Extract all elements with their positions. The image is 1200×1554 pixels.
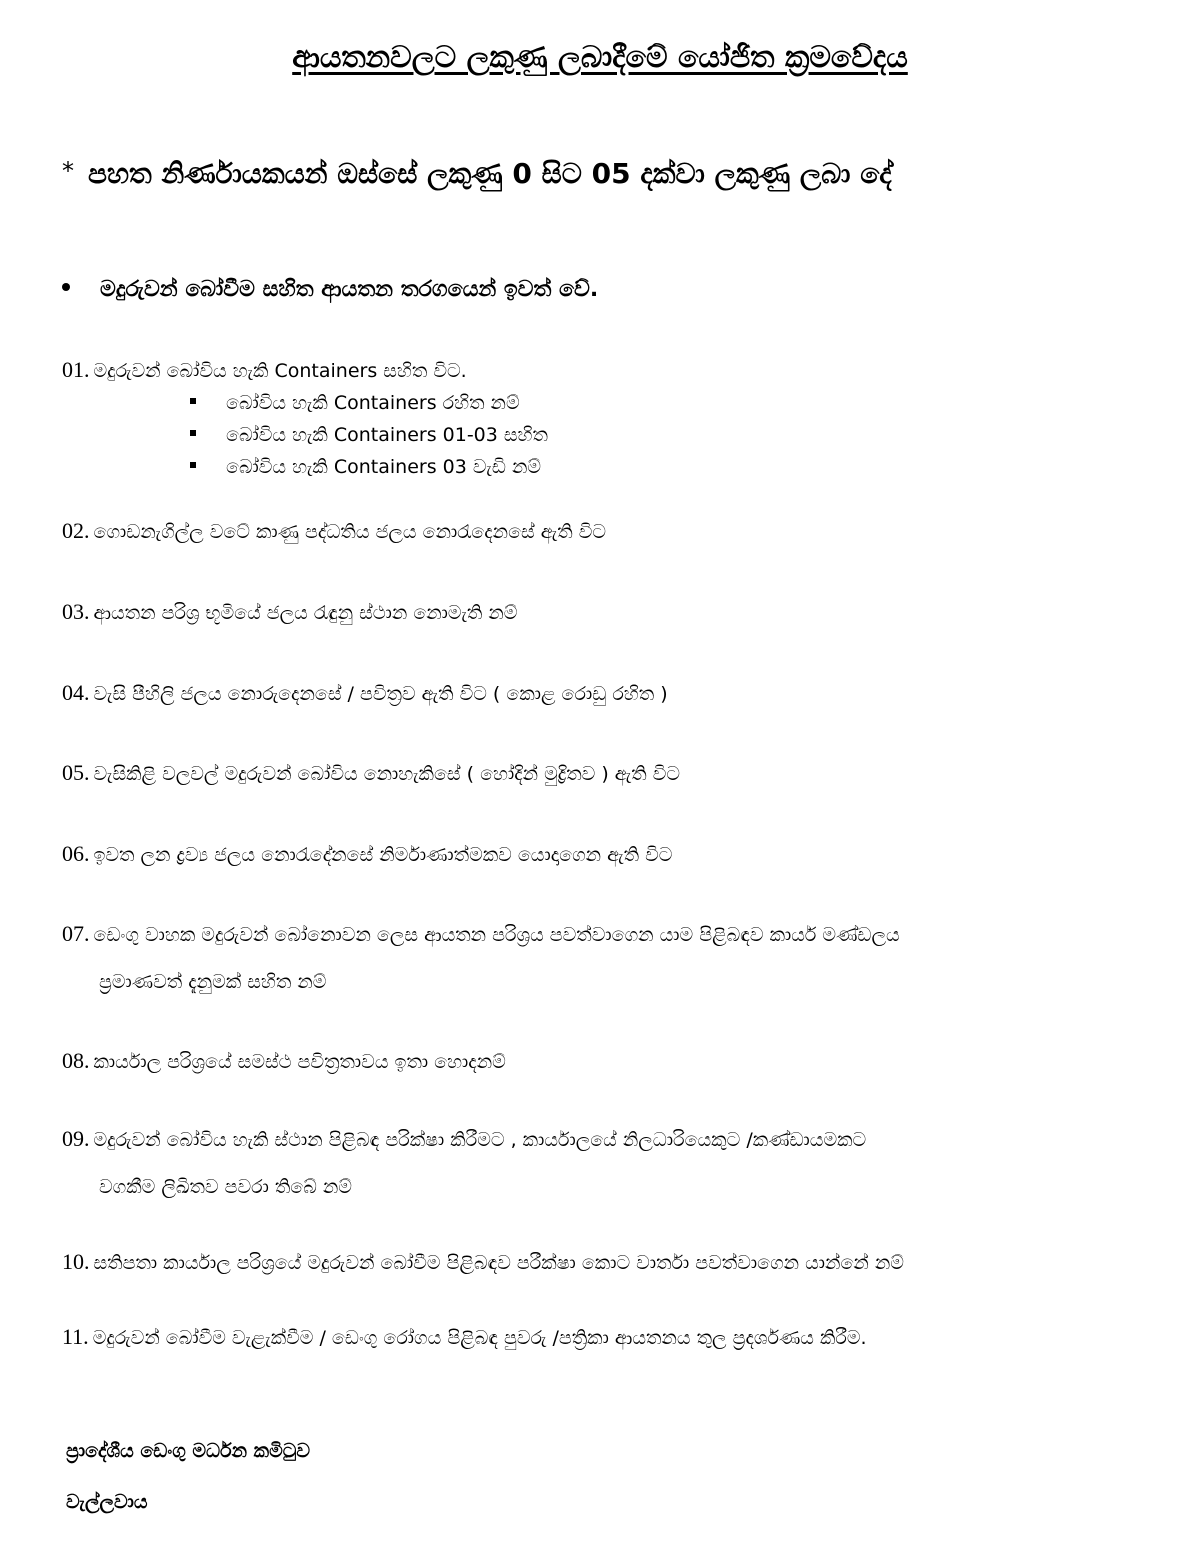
item-continuation: වගකීම ලිඛිතව පවරා තිබේ නම් bbox=[99, 1176, 352, 1198]
item-number: 01. bbox=[62, 357, 90, 382]
item-number: 07. bbox=[62, 921, 90, 946]
square-bullet-icon bbox=[190, 398, 196, 404]
item-text: වැසිකිළි වලවල් මදුරුවන් බෝවිය නොහැකිසේ ( හෝදින් මුද්‍රිතව ) ඇති විට bbox=[93, 763, 681, 785]
item-number: 06. bbox=[62, 841, 90, 866]
list-item-04 bbox=[62, 669, 668, 718]
item-continuation: ප්‍රමාණවත් දැනුමක් සහිත නම් bbox=[99, 971, 327, 993]
item-number: 03. bbox=[62, 599, 90, 624]
sub-item bbox=[190, 392, 520, 414]
sub-item-text: බෝවිය හැකි Containers 03 වැඩි නම් bbox=[226, 456, 542, 478]
list-item-02 bbox=[62, 507, 606, 556]
item-text: කාර්යාල පරිශ්‍රයේ සමස්ථ පවිත්‍රතාවය ඉතා හොදනම් bbox=[93, 1051, 506, 1073]
item-text: මදුරුවන් බෝවිය හැකි Containers සහිත විට. bbox=[93, 360, 467, 382]
sub-item-text: බෝවිය හැකි Containers 01-03 සහිත bbox=[226, 424, 548, 446]
item-text: ඩෙංගු වාහක මදුරුවන් බෝනොවන ලෙස ආයතන පරිශ්‍රය පවත්වාගෙන යාම පිළිබඳව කාර්ය මණ්ඩලය bbox=[93, 924, 900, 946]
intro-text: පහත නිර්ණායකයන් ඔස්සේ ලකුණු 0 සිට 05 දක්වා ලකුණු ලබා දේ bbox=[88, 157, 892, 190]
list-item-08 bbox=[62, 1037, 506, 1086]
square-bullet-icon bbox=[190, 462, 196, 468]
list-item-03 bbox=[62, 588, 517, 637]
item-number: 04. bbox=[62, 680, 90, 705]
intro-line bbox=[62, 157, 892, 191]
asterisk-marker: * bbox=[62, 157, 74, 185]
list-item-06 bbox=[62, 830, 672, 879]
list-item-11 bbox=[62, 1313, 867, 1362]
list-item-05 bbox=[62, 749, 680, 798]
item-text: ආයතන පරිශ්‍ර භූමියේ ජලය රැඳුනු ස්ථාන නොමැති නම් bbox=[93, 602, 518, 624]
item-text: ගොඩනැගිල්ල වටේ කාණු පද්ධතිය ජලය නොරැදෙනසේ ඇති විට bbox=[93, 521, 607, 543]
item-number: 09. bbox=[62, 1126, 90, 1151]
list-item-10 bbox=[62, 1238, 904, 1287]
bullet-heading bbox=[62, 277, 598, 302]
item-text: ඉවත ලන ද්‍රව්‍ය ජලය නොරැදේනසේ නිර්මාණාත්මකව යොදාගෙන ඇති විට bbox=[93, 844, 673, 866]
sub-item bbox=[190, 456, 541, 478]
sub-item-text: බෝවිය හැකි Containers රහිත නම් bbox=[226, 392, 520, 414]
item-text: මදුරුවන් බෝවිය හැකි ස්ථාන පිළිබඳ පරික්ෂා කිරීමට , කාර්යාලයේ නිලධාරියෙකුට /කණ්ඩායමකට bbox=[93, 1129, 867, 1151]
bullet-dot-icon bbox=[62, 283, 70, 291]
item-text: වැසි පීහිලි ජලය නොරුදෙනසේ / පවිත්‍රව ඇති විට ( කොළ රොඩු රහිත ) bbox=[93, 683, 668, 705]
signature-location: වැල්ලවාය bbox=[66, 1491, 148, 1513]
item-text: මදුරුවන් බෝවීම වැළැක්වීම / ඩෙංගු රෝගය පිළිබඳ පුවරු /පත්‍රිකා ආයතනය තුල ප්‍රදර්ශණය කිරීම. bbox=[92, 1327, 867, 1349]
square-bullet-icon bbox=[190, 430, 196, 436]
item-text: සතිපතා කාර්යාල පරිශ්‍රයේ මදුරුවන් බෝවීම පිළිබඳව පරීක්ෂා කොට වාර්තා පවත්වාගෙන යාන්නේ නම් bbox=[93, 1252, 904, 1274]
item-number: 08. bbox=[62, 1048, 90, 1073]
list-item-07 bbox=[62, 910, 900, 1006]
sub-item bbox=[190, 424, 548, 446]
document-title: ආයතනවලට ලකුණු ලබාදීමේ යෝජිත ක්‍රමවේදය bbox=[292, 40, 908, 75]
item-number: 10. bbox=[62, 1249, 90, 1274]
item-number: 11. bbox=[62, 1324, 89, 1349]
list-item-09 bbox=[62, 1115, 866, 1211]
bullet-heading-text: මදුරුවන් බෝවීම සහිත ආයතන තරගයෙන් ඉවත් වේ. bbox=[100, 277, 599, 302]
item-number: 02. bbox=[62, 518, 90, 543]
item-number: 05. bbox=[62, 760, 90, 785]
list-item-01 bbox=[62, 346, 467, 395]
signature-committee: ප්‍රාදේශීය ඩෙංගු මර්ධන කමිටුව bbox=[66, 1440, 311, 1462]
